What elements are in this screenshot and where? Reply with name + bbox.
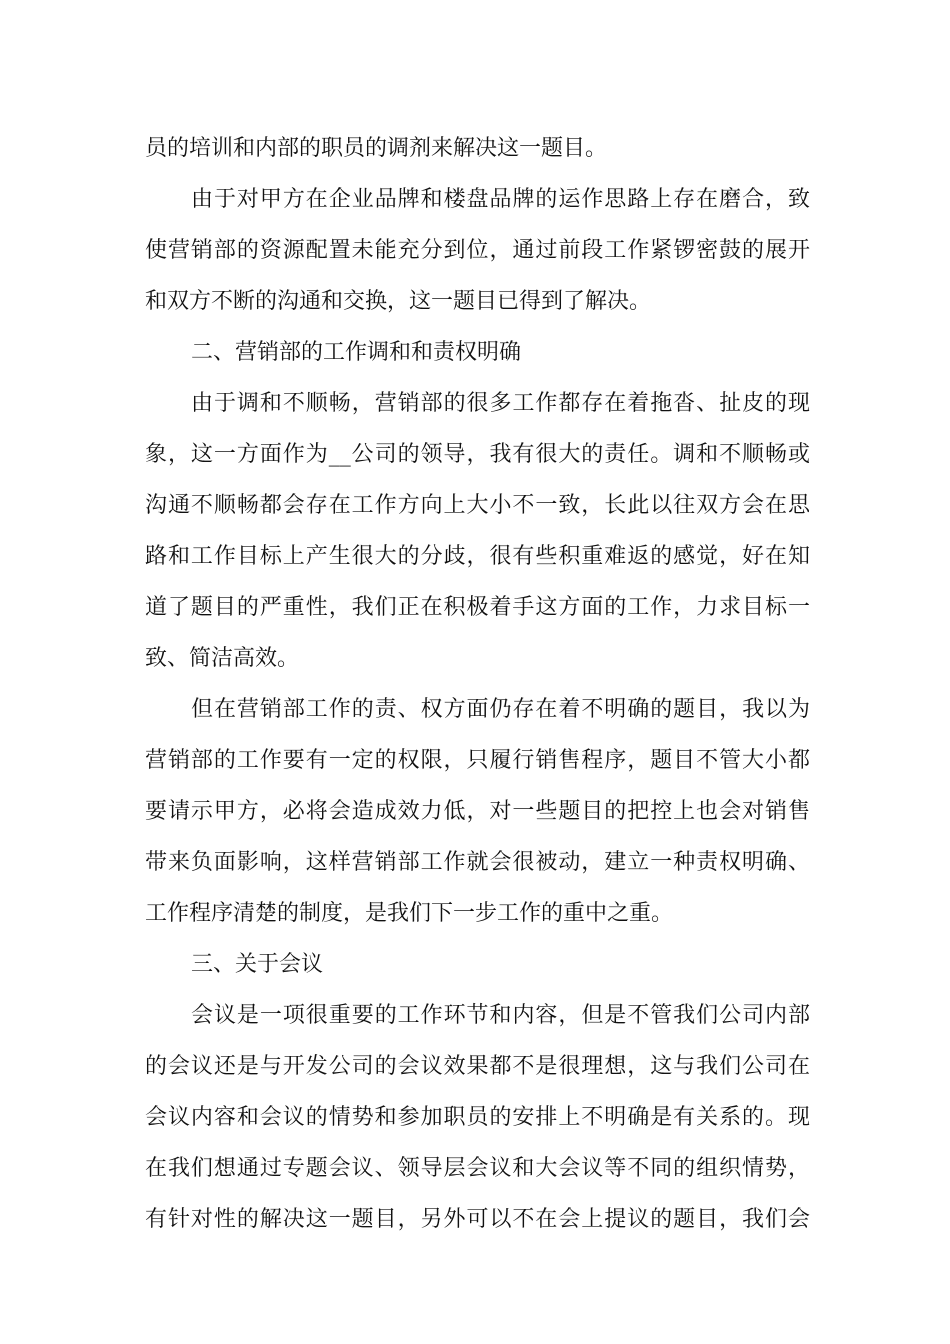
text-line: 在我们想通过专题会议、领导层会议和大会议等不同的组织情势， (145, 1156, 810, 1181)
text-line: 沟通不顺畅都会存在工作方向上大小不一致，长此以往双方会在思 (145, 493, 810, 518)
text-line: 要请示甲方，必将会造成效力低，对一些题目的把控上也会对销售 (145, 799, 810, 824)
text-line: 工作程序清楚的制度，是我们下一步工作的重中之重。 (145, 901, 674, 926)
text-line: 员的培训和内部的职员的调剂来解决这一题目。 (145, 136, 608, 161)
text-line: 和双方不断的沟通和交换，这一题目已得到了解决。 (145, 289, 652, 314)
text-line: 道了题目的严重性，我们正在积极着手这方面的工作，力求目标一 (145, 595, 810, 620)
text-line: 致、简洁高效。 (145, 646, 300, 671)
text-line: 会议是一项很重要的工作环节和内容，但是不管我们公司内部 (191, 1003, 810, 1028)
text-line: 有针对性的解决这一题目，另外可以不在会上提议的题目，我们会 (145, 1207, 810, 1232)
text-line: 使营销部的资源配置未能充分到位，通过前段工作紧锣密鼓的展开 (145, 238, 810, 263)
text-line: 的会议还是与开发公司的会议效果都不是很理想，这与我们公司在 (145, 1054, 810, 1079)
text-line: 象，这一方面作为__公司的领导，我有很大的责任。调和不顺畅或 (145, 442, 810, 467)
text-line: 带来负面影响，这样营销部工作就会很被动，建立一种责权明确、 (145, 850, 810, 875)
text-line: 由于对甲方在企业品牌和楼盘品牌的运作思路上存在磨合，致 (191, 187, 810, 212)
text-line: 但在营销部工作的责、权方面仍存在着不明确的题目，我以为 (191, 697, 810, 722)
section-heading: 二、营销部的工作调和和责权明确 (191, 340, 522, 365)
text-line: 营销部的工作要有一定的权限，只履行销售程序，题目不管大小都 (145, 748, 810, 773)
text-line: 路和工作目标上产生很大的分歧，很有些积重难返的感觉，好在知 (145, 544, 810, 569)
section-heading: 三、关于会议 (191, 952, 324, 977)
text-line: 由于调和不顺畅，营销部的很多工作都存在着拖沓、扯皮的现 (191, 391, 810, 416)
text-line: 会议内容和会议的情势和参加职员的安排上不明确是有关系的。现 (145, 1105, 810, 1130)
